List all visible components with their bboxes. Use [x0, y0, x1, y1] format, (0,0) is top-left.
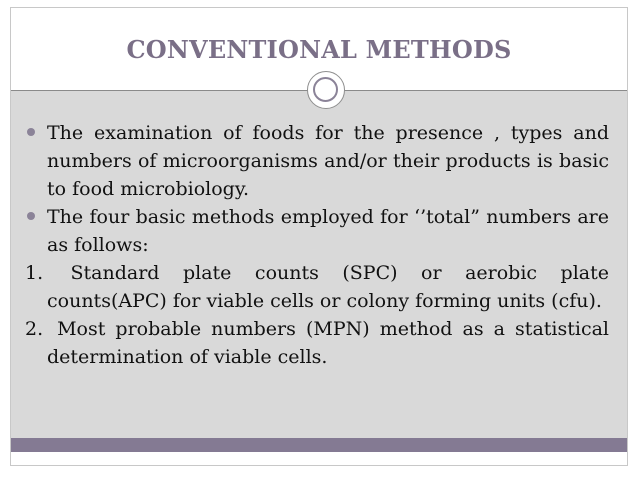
slide-title: CONVENTIONAL METHODS [126, 35, 512, 64]
numbered-item [25, 259, 609, 315]
content-area [11, 91, 627, 452]
item-number: 1. [25, 262, 44, 284]
round-bullet-icon [27, 128, 35, 136]
bullet-item [25, 203, 609, 259]
bullet-text: The four basic methods employed for ‘’total” numbers are as follows: [47, 206, 609, 256]
item-text: Most probable numbers (MPN) method as a statistical determination of viable cells. [47, 318, 609, 368]
body-text [25, 119, 609, 371]
ornament-inner-ring [313, 77, 338, 102]
bullet-text: The examination of foods for the presence , types and numbers of microorganisms and/or their products is basic to food microbiology. [47, 122, 609, 200]
round-bullet-icon [27, 212, 35, 220]
bullet-item [25, 119, 609, 203]
numbered-item [25, 315, 609, 371]
slide-frame [10, 7, 628, 466]
circle-ornament-icon [307, 71, 345, 109]
footer-bar [11, 438, 627, 452]
item-number: 2. [25, 318, 44, 340]
item-text: Standard plate counts (SPC) or aerobic plate counts(APC) for viable cells or colony forming units (cfu). [47, 262, 609, 312]
